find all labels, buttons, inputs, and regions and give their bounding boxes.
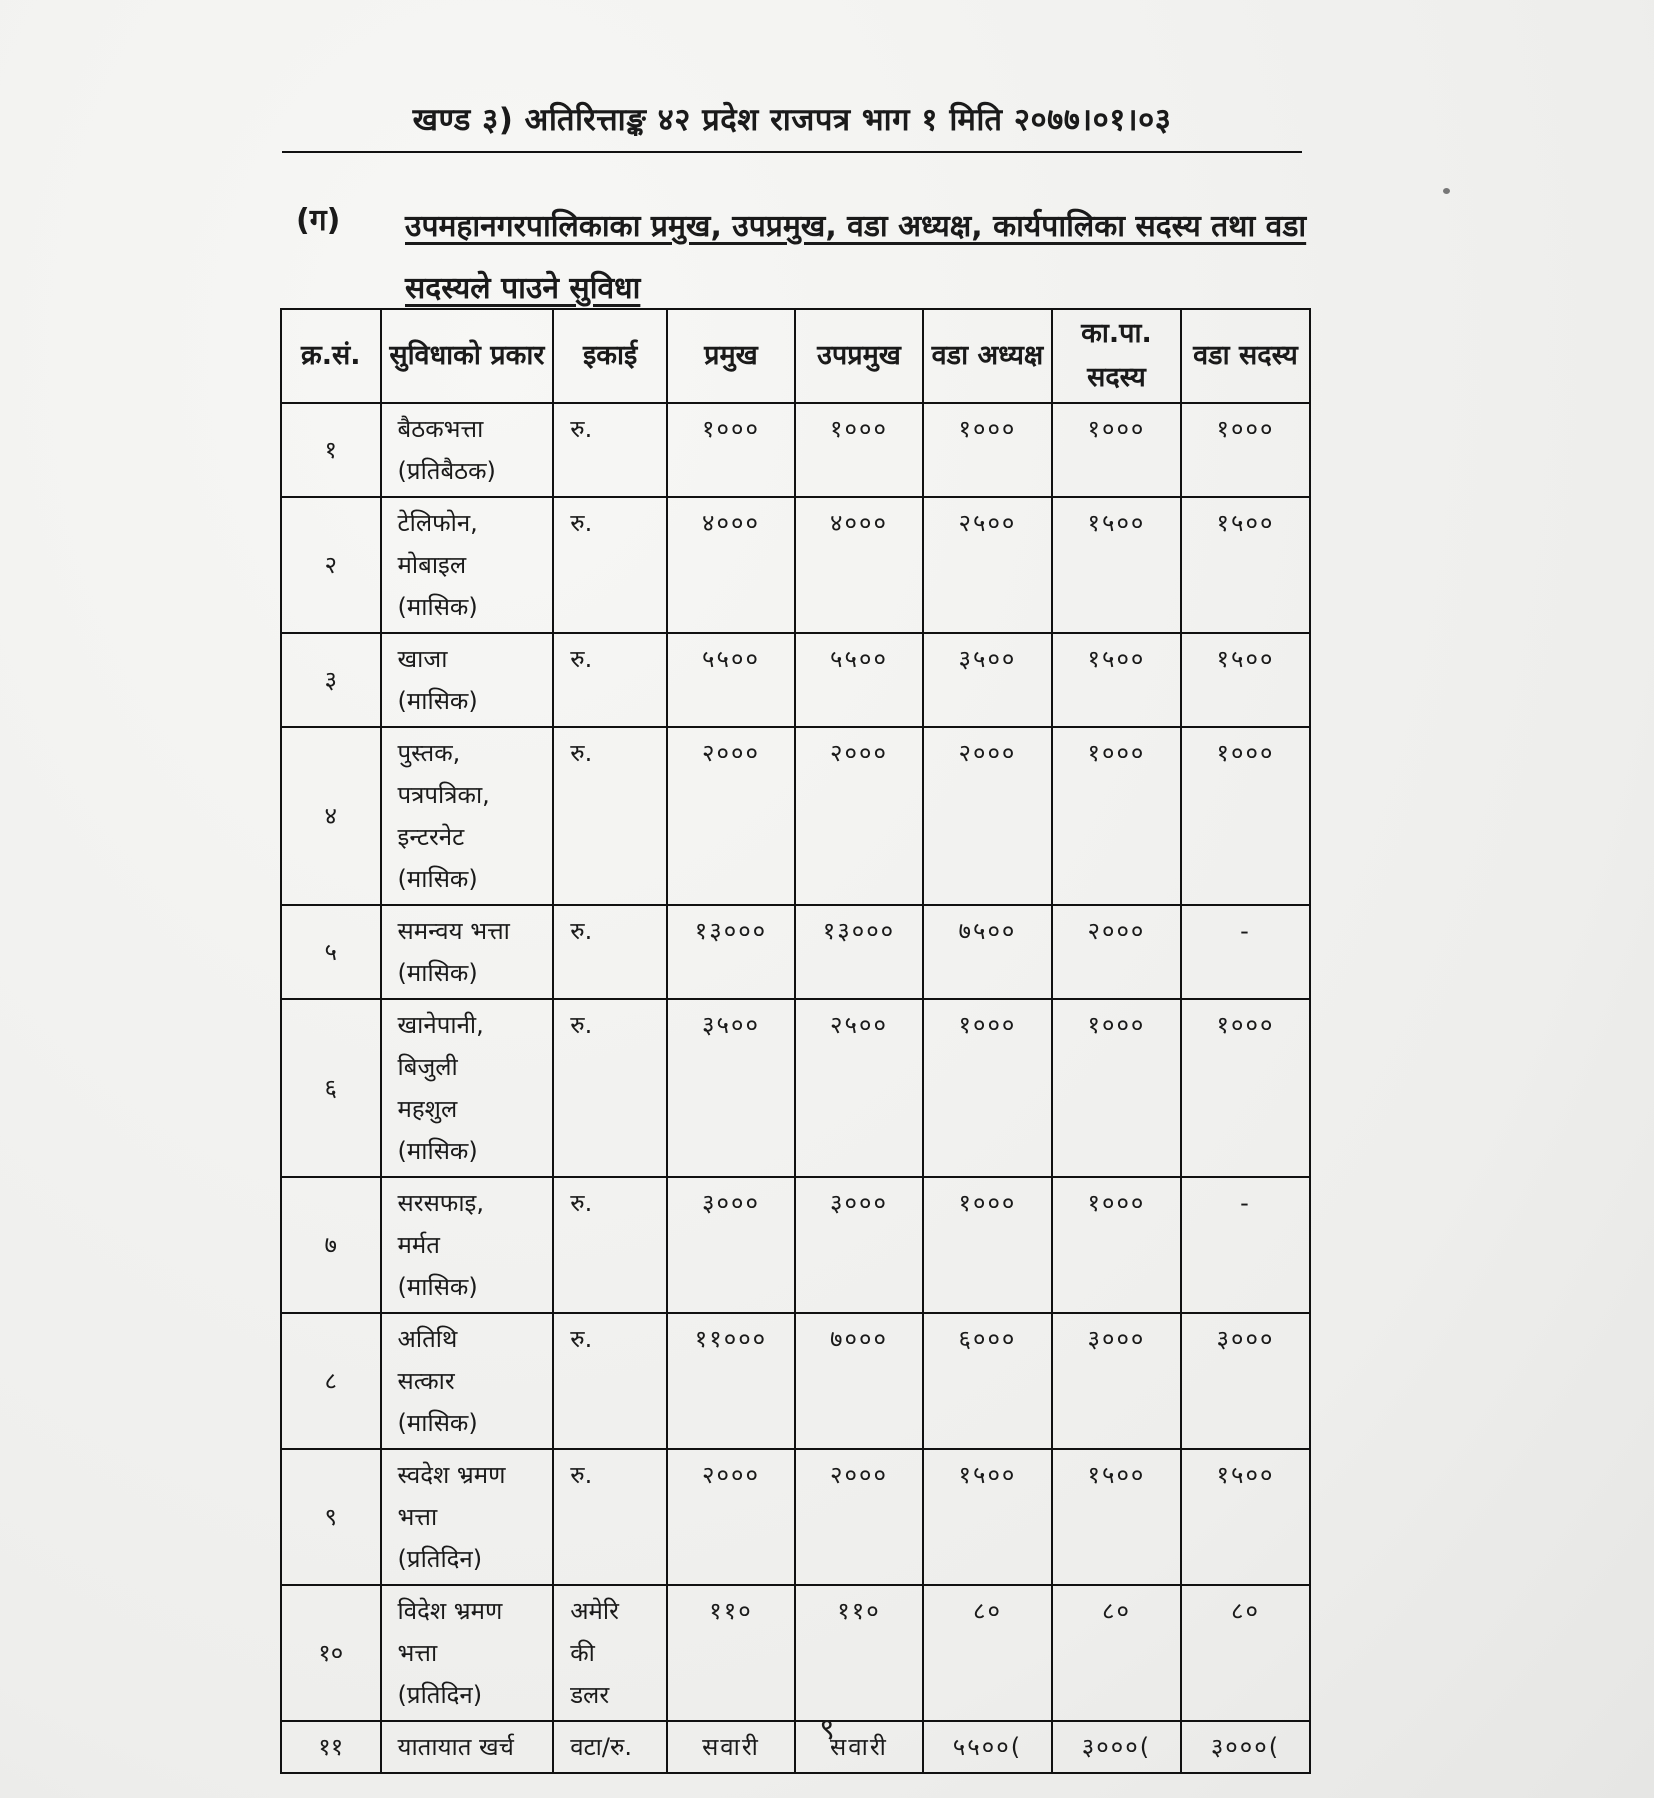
row-chief: ३००० xyxy=(667,1177,795,1313)
row-exec-member: १५०० xyxy=(1052,633,1181,727)
page-header: खण्ड ३) अतिरित्ताङ्क ४२ प्रदेश राजपत्र भाग १ मिति २०७७।०१।०३ xyxy=(412,102,1172,138)
row-chief: १००० xyxy=(667,403,795,497)
row-sn: २ xyxy=(281,497,381,633)
row-sn: १० xyxy=(281,1585,381,1721)
page-number: ९ xyxy=(819,1712,835,1747)
table-body xyxy=(281,403,1310,1773)
row-chief: २००० xyxy=(667,727,795,905)
row-exec-member: २००० xyxy=(1052,905,1181,999)
header-ward-chair: वडा अध्यक्ष xyxy=(923,309,1052,403)
row-exec-member: १५०० xyxy=(1052,497,1181,633)
row-ward-member: १५०० xyxy=(1181,633,1310,727)
row-chief: ३५०० xyxy=(667,999,795,1177)
row-ward-member: ३००० xyxy=(1181,1313,1310,1449)
row-deputy: ७००० xyxy=(795,1313,923,1449)
row-exec-member: ३००० xyxy=(1052,1313,1181,1449)
table-row xyxy=(281,999,1310,1177)
row-ward-chair: १००० xyxy=(923,999,1052,1177)
table-header-row xyxy=(281,309,1310,403)
row-unit: रु. xyxy=(553,727,667,905)
row-ward-member: ८० xyxy=(1181,1585,1310,1721)
row-sn: १ xyxy=(281,403,381,497)
row-exec-member: ८० xyxy=(1052,1585,1181,1721)
row-ward-member: १००० xyxy=(1181,403,1310,497)
row-deputy: ३००० xyxy=(795,1177,923,1313)
header-type: सुविधाको प्रकार xyxy=(381,309,554,403)
row-ward-chair: ७५०० xyxy=(923,905,1052,999)
row-ward-chair: ८० xyxy=(923,1585,1052,1721)
row-unit: रु. xyxy=(553,497,667,633)
row-type: अतिथि सत्कार (मासिक) xyxy=(381,1313,554,1449)
row-deputy: १००० xyxy=(795,403,923,497)
header-exec-member: का.पा. सदस्य xyxy=(1052,309,1181,403)
row-type: टेलिफोन, मोबाइल (मासिक) xyxy=(381,497,554,633)
row-ward-chair: ६००० xyxy=(923,1313,1052,1449)
table-row xyxy=(281,1313,1310,1449)
section-title xyxy=(405,196,1325,320)
header-rule xyxy=(282,151,1302,153)
row-type: सरसफाइ, मर्मत (मासिक) xyxy=(381,1177,554,1313)
row-type: विदेश भ्रमण भत्ता (प्रतिदिन) xyxy=(381,1585,554,1721)
row-ward-member: १५०० xyxy=(1181,497,1310,633)
row-unit: वटा/रु. xyxy=(553,1721,667,1773)
row-deputy: २००० xyxy=(795,1449,923,1585)
row-ward-chair: २००० xyxy=(923,727,1052,905)
row-ward-member: - xyxy=(1181,1177,1310,1313)
row-deputy: २००० xyxy=(795,727,923,905)
row-ward-member: १००० xyxy=(1181,727,1310,905)
row-type: समन्वय भत्ता (मासिक) xyxy=(381,905,554,999)
row-sn: ३ xyxy=(281,633,381,727)
row-deputy: ५५०० xyxy=(795,633,923,727)
row-deputy: २५०० xyxy=(795,999,923,1177)
table-row xyxy=(281,633,1310,727)
row-deputy: ४००० xyxy=(795,497,923,633)
table-row xyxy=(281,1585,1310,1721)
row-ward-member: ३०००( xyxy=(1181,1721,1310,1773)
row-sn: ४ xyxy=(281,727,381,905)
row-type: स्वदेश भ्रमण भत्ता (प्रतिदिन) xyxy=(381,1449,554,1585)
row-ward-chair: ३५०० xyxy=(923,633,1052,727)
table-row xyxy=(281,905,1310,999)
row-ward-member: - xyxy=(1181,905,1310,999)
row-type: बैठकभत्ता (प्रतिबैठक) xyxy=(381,403,554,497)
row-sn: ६ xyxy=(281,999,381,1177)
table-row xyxy=(281,727,1310,905)
row-unit: रु. xyxy=(553,1177,667,1313)
row-ward-member: १००० xyxy=(1181,999,1310,1177)
row-chief: ११००० xyxy=(667,1313,795,1449)
row-exec-member: ३०००( xyxy=(1052,1721,1181,1773)
row-chief: १३००० xyxy=(667,905,795,999)
row-exec-member: १००० xyxy=(1052,999,1181,1177)
row-type: खाजा (मासिक) xyxy=(381,633,554,727)
row-deputy: १३००० xyxy=(795,905,923,999)
row-unit: रु. xyxy=(553,403,667,497)
row-sn: ११ xyxy=(281,1721,381,1773)
row-type: खानेपानी, बिजुली महशुल (मासिक) xyxy=(381,999,554,1177)
row-chief: २००० xyxy=(667,1449,795,1585)
row-exec-member: १००० xyxy=(1052,727,1181,905)
row-sn: ७ xyxy=(281,1177,381,1313)
header-deputy: उपप्रमुख xyxy=(795,309,923,403)
row-sn: ९ xyxy=(281,1449,381,1585)
facility-table xyxy=(280,308,1311,1774)
row-exec-member: १००० xyxy=(1052,403,1181,497)
row-sn: ५ xyxy=(281,905,381,999)
row-chief: ५५०० xyxy=(667,633,795,727)
table-row xyxy=(281,497,1310,633)
row-unit: रु. xyxy=(553,1313,667,1449)
row-ward-chair: १५०० xyxy=(923,1449,1052,1585)
row-chief: सवारी xyxy=(667,1721,795,1773)
paper-speck xyxy=(1443,188,1450,194)
table-row xyxy=(281,403,1310,497)
row-ward-chair: २५०० xyxy=(923,497,1052,633)
row-type: पुस्तक, पत्रपत्रिका, इन्टरनेट (मासिक) xyxy=(381,727,554,905)
row-unit: रु. xyxy=(553,1449,667,1585)
row-chief: ४००० xyxy=(667,497,795,633)
row-exec-member: १००० xyxy=(1052,1177,1181,1313)
table-row xyxy=(281,1449,1310,1585)
table-row xyxy=(281,1177,1310,1313)
row-sn: ८ xyxy=(281,1313,381,1449)
row-chief: ११० xyxy=(667,1585,795,1721)
row-unit: अमेरि की डलर xyxy=(553,1585,667,1721)
header-chief: प्रमुख xyxy=(667,309,795,403)
row-ward-member: १५०० xyxy=(1181,1449,1310,1585)
row-type: यातायात खर्च xyxy=(381,1721,554,1773)
row-unit: रु. xyxy=(553,905,667,999)
header-sn: क्र.सं. xyxy=(281,309,381,403)
row-deputy: सवारी xyxy=(795,1721,923,1773)
row-ward-chair: १००० xyxy=(923,1177,1052,1313)
row-exec-member: १५०० xyxy=(1052,1449,1181,1585)
section-label: (ग) xyxy=(296,203,341,238)
row-deputy: ११० xyxy=(795,1585,923,1721)
row-unit: रु. xyxy=(553,999,667,1177)
section-title-text: उपमहानगरपालिकाका प्रमुख, उपप्रमुख, वडा अध्यक्ष, कार्यपालिका सदस्य तथा वडा सदस्यले पाउने सुविधा xyxy=(405,209,1307,306)
row-ward-chair: १००० xyxy=(923,403,1052,497)
row-ward-chair: ५५००( xyxy=(923,1721,1052,1773)
row-unit: रु. xyxy=(553,633,667,727)
header-unit: इकाई xyxy=(553,309,667,403)
header-ward-member: वडा सदस्य xyxy=(1181,309,1310,403)
